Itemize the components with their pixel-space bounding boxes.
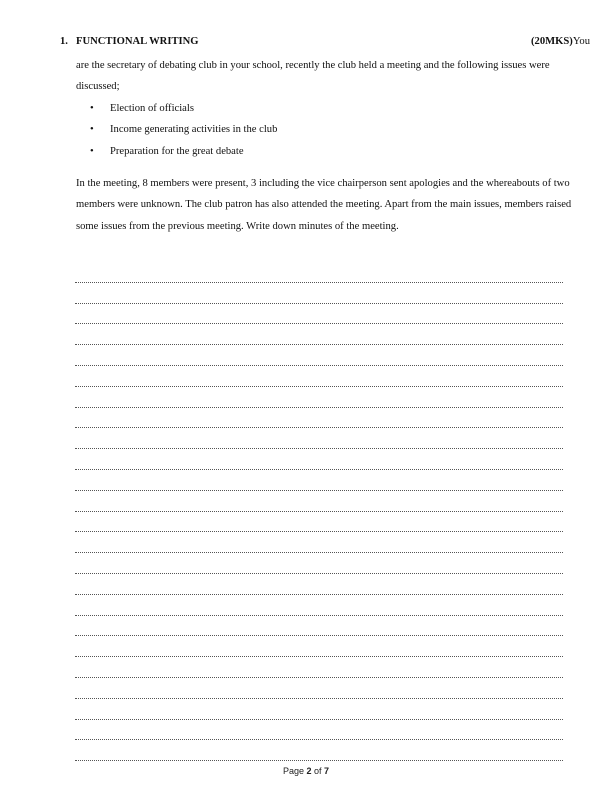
page-of: of	[314, 766, 322, 776]
question-paragraph: In the meeting, 8 members were present, 3 including the vice chairperson sent apologies and the whereabouts of two members were unknown. The club patron has also attended the meeting. Apart from the main issues, members raised some issues from the previous meeting. Write down minutes of the meeting.	[76, 178, 572, 232]
answer-line[interactable]	[75, 616, 563, 637]
answer-line[interactable]	[75, 345, 563, 366]
answer-line[interactable]	[75, 678, 563, 699]
answer-line[interactable]	[75, 283, 563, 304]
answer-line[interactable]	[75, 636, 563, 657]
answer-line[interactable]	[75, 720, 563, 741]
answer-line[interactable]	[75, 512, 563, 533]
answer-line[interactable]	[75, 699, 563, 720]
answer-line[interactable]	[75, 387, 563, 408]
answer-line[interactable]	[75, 657, 563, 678]
list-item: • Preparation for the great debate	[90, 141, 277, 162]
answer-line[interactable]	[75, 366, 563, 387]
question-intro: are the secretary of debating club in your school, recently the club held a meeting and the following issues were discussed;	[76, 60, 550, 93]
page-footer	[0, 766, 612, 776]
answer-line[interactable]	[75, 304, 563, 325]
answer-line[interactable]	[75, 553, 563, 574]
answer-line[interactable]	[75, 449, 563, 470]
answer-line[interactable]	[75, 470, 563, 491]
issues-list	[90, 98, 277, 162]
page-total: 7	[324, 766, 330, 776]
intro-first-word: You	[572, 36, 590, 47]
answer-line[interactable]	[75, 740, 563, 761]
answer-line[interactable]	[75, 408, 563, 429]
question-number: 1.	[60, 36, 68, 47]
answer-line[interactable]	[75, 324, 563, 345]
answer-line[interactable]	[75, 532, 563, 553]
answer-line[interactable]	[75, 428, 563, 449]
marks-value: (20MKS)	[531, 36, 573, 47]
question-title: FUNCTIONAL WRITING	[76, 36, 199, 47]
page-number: 2	[306, 766, 312, 776]
list-item: • Election of officials	[90, 98, 277, 119]
answer-line[interactable]	[75, 595, 563, 616]
answer-lines	[75, 262, 563, 761]
page-prefix: Page	[282, 766, 304, 776]
answer-line[interactable]	[75, 491, 563, 512]
question-marks	[531, 36, 590, 47]
answer-line[interactable]	[75, 574, 563, 595]
answer-line[interactable]	[75, 262, 563, 283]
list-item: • Income generating activities in the club	[90, 119, 277, 140]
question-header	[60, 36, 590, 52]
